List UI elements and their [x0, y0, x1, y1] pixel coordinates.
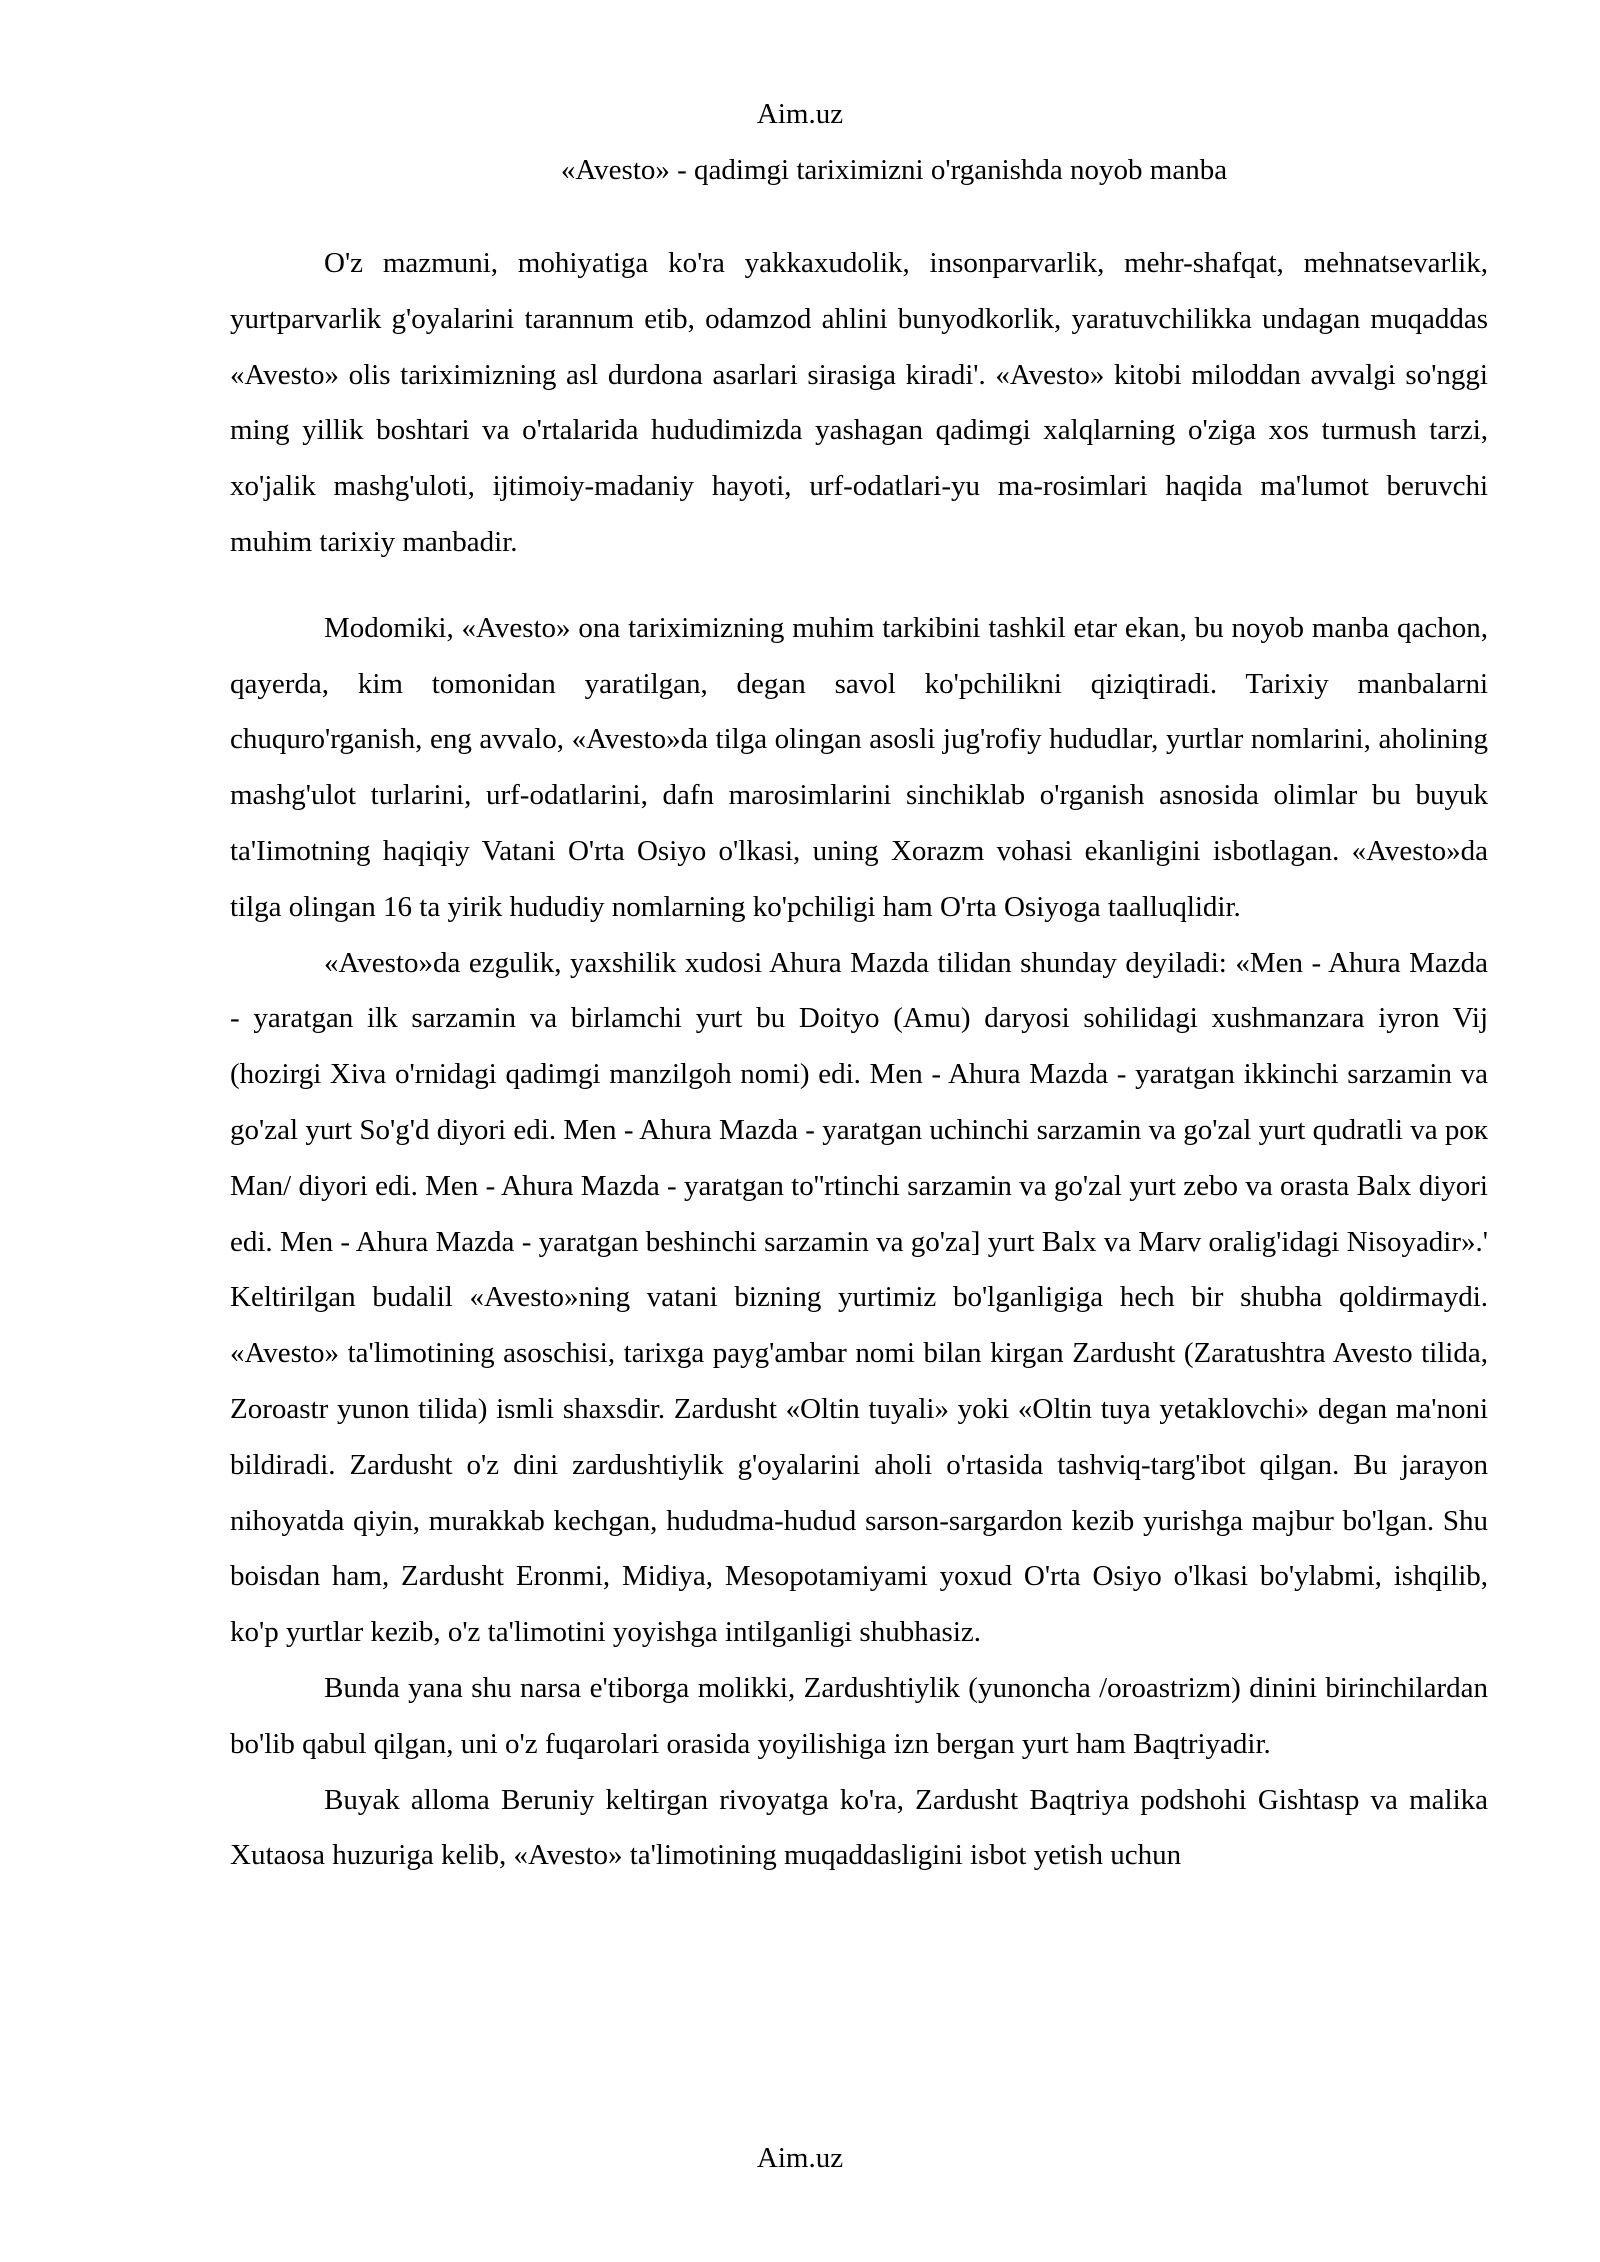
page-footer-site: Aim.uz: [756, 2142, 844, 2174]
paragraph-1: O'z mazmuni, mohiyatiga ko'ra yakkaxudolik, insonparvarlik, mehr-shafqat, mehnatsevarlik, yurtparvarlik g'oyalarini tarannum etib, odamzod ahlini bunyodkorlik, yaratuvchilikka undagan muqaddas «Avesto» olis tariximizning asl durdona asarlari sirasiga kiradi'. «Avesto» kitobi miloddan avvalgi so'nggi ming yillik boshtari va o'rtalarida hududimizda yashagan qadimgi xalqlarning o'ziga xos turmush tarzi, xo'jalik mashg'uloti, ijtimoiy-madaniy hayoti, urf-odatlari-yu ma-rosimlari haqida ma'lumot beruvchi muhim tarixiy manbadir.: [230, 247, 1488, 558]
document-body: [230, 236, 1488, 1884]
paragraph-5: Buyak alloma Beruniy keltirgan rivoyatga ko'ra, Zardusht Baqtriya podshohi Gishtasp va malika Xutaosa huzuriga kelib, «Avesto» ta'limotining muqaddasligini isbot yetish uchun: [230, 1783, 1488, 1872]
paragraph-3: «Avesto»da ezgulik, yaxshilik xudosi Ahura Mazda tilidan shunday deyiladi: «Men - Ahura Mazda - yaratgan ilk sarzamin va birlamchi yurt bu Doityo (Amu) daryosi sohilidagi xushmanzara iyron Vij (hozirgi Xiva o'rnidagi qadimgi manzilgoh nomi) edi. Men - Ahura Mazda - yaratgan ikkinchi sarzamin va go'zal yurt So'g'd diyori edi. Men - Ahura Mazda - yaratgan uchinchi sarzamin va go'zal yurt qudratli va рок Man/ diyori edi. Men - Ahura Mazda - yaratgan to''rtinchi sarzamin va go'zal yurt zebo va orasta Balx diyori edi. Men - Ahura Mazda - yaratgan beshinchi sarzamin va go'za] yurt Balx va Marv oralig'idagi Nisoyadir».' Keltirilgan budalil «Avesto»ning vatani bizning yurtimiz bo'lganligiga hech bir shubha qoldirmaydi. «Avesto» ta'limotining asoschisi, tarixga payg'ambar nomi bilan kirgan Zardusht (Zaratushtra Avesto tilida, Zoroastr yunon tilida) ismli shaxsdir. Zardusht «Oltin tuyali» yoki «Oltin tuya yetaklovchi» degan ma'noni bildiradi. Zardusht o'z dini zardushtiylik g'oyalarini aholi o'rtasida tashviq-targ'ibot qilgan. Bu jarayon nihoyatda qiyin, murakkab kechgan, hududma-hudud sarson-sargardon kezib yurishga majbur bo'lgan. Shu boisdan ham, Zardusht Eronmi, Midiya, Mesopotamiyami yoxud O'rta Osiyo o'lkasi bo'ylabmi, ishqilib, ko'p yurtlar kezib, o'z ta'limotini yoyishga intilganligi shubhasiz.: [230, 946, 1488, 1649]
document-title: «Avesto» - qadimgi tariximizni o'rganishda noyob manba: [560, 154, 1228, 186]
paragraph-2: Modomiki, «Avesto» ona tariximizning muhim tarkibini tashkil etar ekan, bu noyob manba qachon, qayerda, kim tomonidan yaratilgan, degan savol ko'pchilikni qiziqtiradi. Tarixiy manbalarni chuquro'rganish, eng avvalo, «Avesto»da tilga olingan asosli jug'rofiy hududlar, yurtlar nomlarini, aholining mashg'ulot turlarini, urf-odatlarini, dafn marosimlarini sinchiklab o'rganish asnosida olimlar bu buyuk ta'Iimotning haqiqiy Vatani O'rta Osiyo o'lkasi, uning Xorazm vohasi ekanligini isbotlagan. «Avesto»da tilga olingan 16 ta yirik hududiy nomlarning ko'pchiligi ham O'rta Osiyoga taalluqlidir.: [230, 611, 1488, 923]
paragraph-4: Bunda yana shu narsa e'tiborga molikki, Zardushtiylik (yunoncha /oroastrizm) dinini birinchilardan bo'lib qabul qilgan, uni o'z fuqarolari orasida yoyilishiga izn bergan yurt ham Baqtriyadir.: [230, 1671, 1488, 1760]
page-header-site: Aim.uz: [756, 98, 844, 130]
